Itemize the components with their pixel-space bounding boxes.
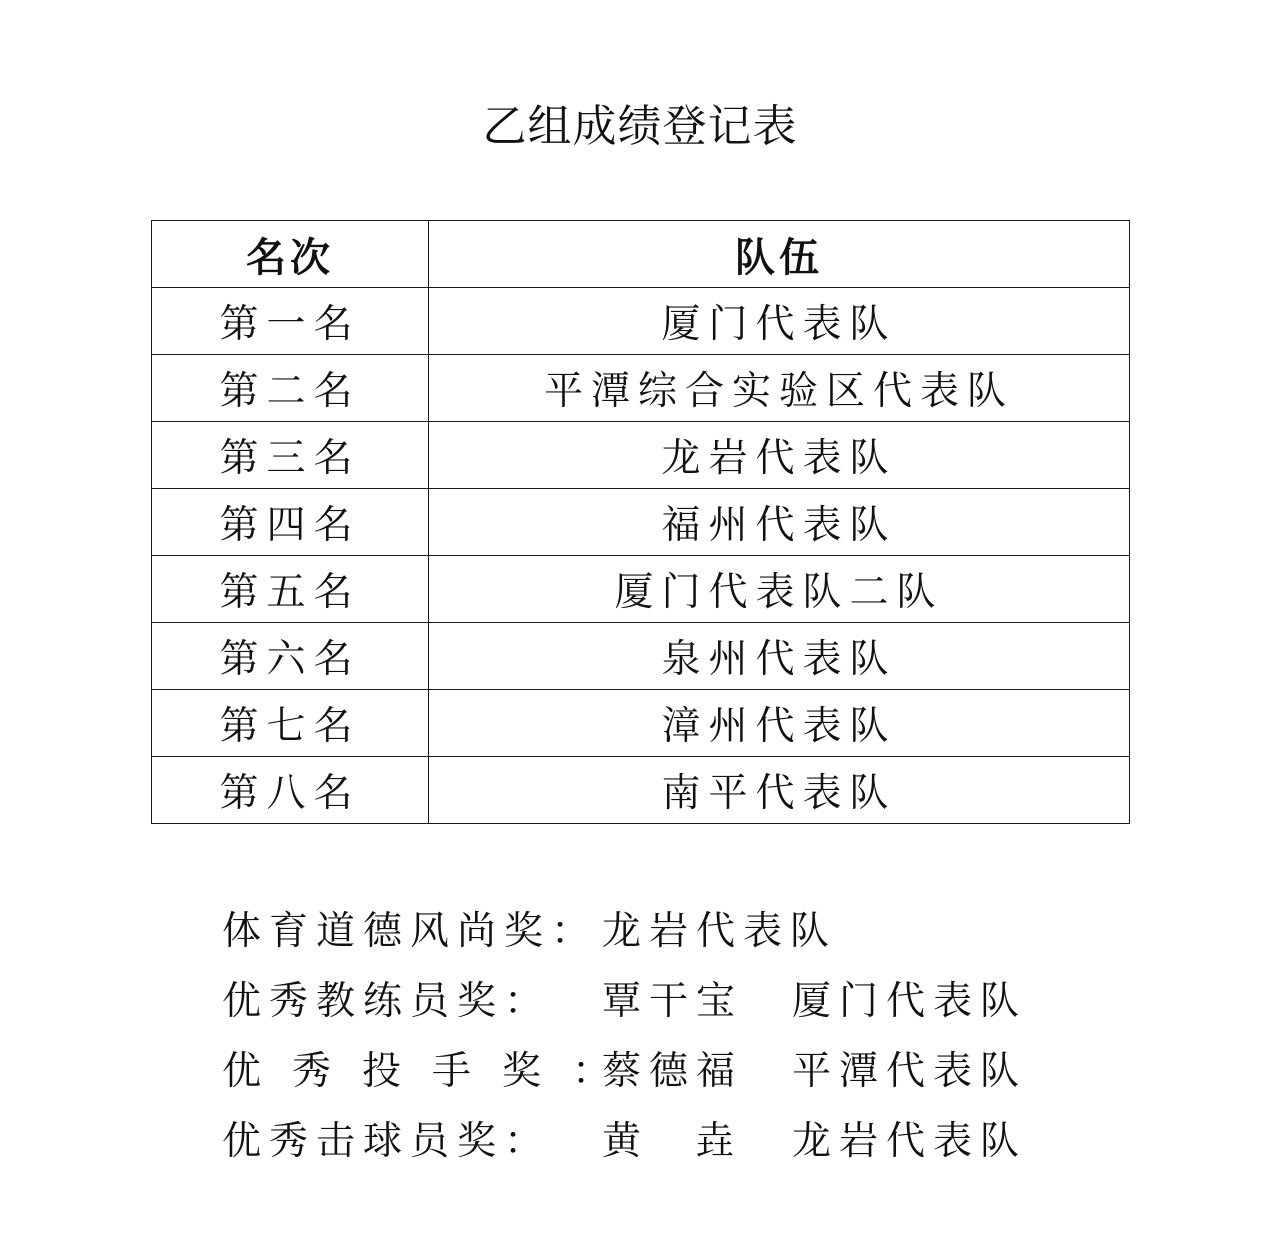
award-person: 蔡德福 (602, 1049, 744, 1094)
team-cell: 泉州代表队 (429, 623, 1130, 690)
award-best-coach (222, 967, 1222, 1037)
award-sportsmanship (222, 897, 1222, 967)
team-cell: 平潭综合实验区代表队 (429, 355, 1130, 422)
table-row (152, 556, 1130, 623)
table-row (152, 288, 1130, 355)
team-cell: 福州代表队 (429, 489, 1130, 556)
team-cell: 南平代表队 (429, 757, 1130, 824)
award-label: 优秀教练员奖： (222, 979, 552, 1024)
header-rank: 名次 (152, 221, 429, 288)
award-person: 黄垚 (602, 1119, 789, 1164)
rank-cell: 第六名 (152, 623, 429, 690)
award-best-pitcher (222, 1037, 1222, 1107)
header-team: 队伍 (429, 221, 1130, 288)
table-row (152, 422, 1130, 489)
table-row (152, 489, 1130, 556)
rank-cell: 第八名 (152, 757, 429, 824)
rank-cell: 第三名 (152, 422, 429, 489)
table-row (152, 623, 1130, 690)
award-label: 优秀投手奖： (222, 1049, 643, 1094)
rank-cell: 第五名 (152, 556, 429, 623)
table-row (152, 355, 1130, 422)
team-cell: 厦门代表队二队 (429, 556, 1130, 623)
award-best-batter (222, 1107, 1222, 1177)
table-row (152, 690, 1130, 757)
award-team: 厦门代表队 (792, 979, 1028, 1024)
award-team: 平潭代表队 (792, 1049, 1028, 1094)
table-row (152, 757, 1130, 824)
award-person: 覃干宝 (602, 979, 744, 1024)
team-cell: 漳州代表队 (429, 690, 1130, 757)
awards-section (222, 897, 1222, 1177)
results-table (151, 220, 1130, 824)
team-cell: 厦门代表队 (429, 288, 1130, 355)
rank-cell: 第一名 (152, 288, 429, 355)
award-team: 龙岩代表队 (602, 909, 838, 954)
award-label: 优秀击球员奖： (222, 1119, 552, 1164)
table-header-row (152, 221, 1130, 288)
rank-cell: 第七名 (152, 690, 429, 757)
rank-cell: 第四名 (152, 489, 429, 556)
rank-cell: 第二名 (152, 355, 429, 422)
award-label: 体育道德风尚奖： (222, 909, 599, 954)
team-cell: 龙岩代表队 (429, 422, 1130, 489)
award-team: 龙岩代表队 (792, 1119, 1028, 1164)
document-title: 乙组成绩登记表 (482, 101, 798, 152)
